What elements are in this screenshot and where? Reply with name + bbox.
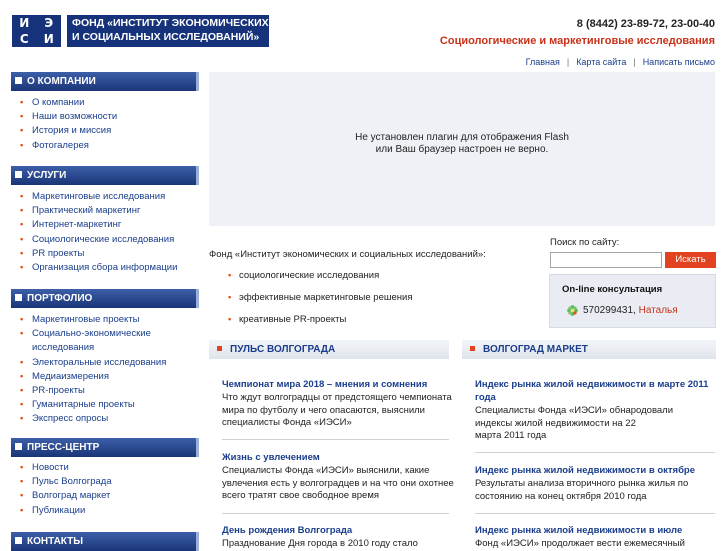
news-body-line: мира по футболу и чего опасаются, выяснили — [222, 404, 425, 416]
news-body-line: марта 2011 года — [475, 430, 547, 441]
sidebar-item-history[interactable]: • История и миссия — [20, 124, 200, 138]
sidebar-list-portfolio — [20, 313, 200, 427]
news-title[interactable] — [475, 464, 695, 477]
news-body — [475, 478, 688, 503]
search-input[interactable] — [550, 252, 662, 268]
news-title-line: Индекс рынка жилой недвижимости в июле — [475, 525, 683, 536]
news-title-line: года — [475, 392, 496, 403]
news-body-line: Что ждут волгоградцы от предстоящего чемпионата — [222, 392, 452, 403]
sidebar-list-press — [20, 461, 200, 518]
tagline: Социологические и маркетинговые исследования — [439, 35, 715, 47]
nav-separator: | — [633, 57, 636, 67]
intro-item: • креативные PR-проекты — [228, 314, 346, 325]
sidebar-item-practical-marketing[interactable]: • Практический маркетинг — [20, 204, 200, 218]
intro-text: Фонд «Институт экономических и социальных исследований»: — [209, 249, 486, 260]
news-body — [222, 465, 454, 503]
sidebar-item-market[interactable]: • Волгоград маркет — [20, 489, 200, 503]
sidebar-item-gallery[interactable]: • Фотогалерея — [20, 139, 200, 153]
news-body-line: Результаты анализа вторичного рынка жилья по — [475, 478, 689, 489]
news-body-line: индексы жилой недвижимости на 22 — [475, 417, 636, 429]
sidebar-section-services[interactable] — [11, 166, 199, 185]
sidebar-item-about[interactable]: • О компании — [20, 96, 200, 110]
sidebar-section-portfolio[interactable] — [11, 289, 199, 308]
news-divider — [475, 513, 715, 514]
org-name-line1: ФОНД «ИНСТИТУТ ЭКОНОМИЧЕСКИХ — [72, 17, 269, 29]
sidebar-list-company — [20, 96, 200, 153]
org-name-line2: И СОЦИАЛЬНЫХ ИССЛЕДОВАНИЙ» — [72, 31, 260, 43]
consultation-contact — [583, 305, 678, 316]
section-bullet-icon — [15, 77, 22, 84]
news-section-title: ПУЛЬС ВОЛГОГРАДА — [230, 344, 336, 355]
news-body-line: увлечения есть у волгоградцев и на что они охотнее — [222, 477, 454, 489]
news-title[interactable]: Чемпионат мира 2018 – мнения и сомнения — [222, 379, 428, 390]
sidebar-section-title: КОНТАКТЫ — [27, 536, 84, 547]
news-divider — [222, 513, 449, 514]
intro-item: • социологические исследования — [228, 270, 379, 281]
consultation-title: On-line консультация — [562, 284, 663, 295]
sidebar-section-title: О КОМПАНИИ — [27, 76, 96, 87]
news-title[interactable] — [475, 378, 708, 404]
news-body — [222, 392, 452, 430]
flash-message-line1: Не установлен плагин для отображения Flash — [355, 132, 569, 143]
sidebar-item-publications[interactable]: • Публикации — [20, 504, 200, 518]
sidebar-item-capabilities[interactable]: • Наши возможности — [20, 110, 200, 124]
sidebar-section-company[interactable] — [11, 72, 199, 91]
intro-item: • эффективные маркетинговые решения — [228, 292, 412, 303]
logo-letter: И — [43, 32, 54, 46]
consultant-name[interactable]: Наталья — [638, 305, 678, 316]
nav-sitemap-link[interactable]: Карта сайта — [576, 57, 627, 67]
section-bullet-icon — [15, 537, 22, 544]
sidebar-section-title: ПРЕСС-ЦЕНТР — [27, 442, 100, 453]
icq-flower-icon[interactable] — [567, 305, 578, 316]
news-body-line: Специалисты Фонда «ИЭСИ» обнародовали — [475, 405, 674, 416]
sidebar-item-socioeconomic[interactable]: • Социально-экономические — [20, 327, 200, 341]
sidebar-section-title: ПОРТФОЛИО — [27, 293, 93, 304]
search-button[interactable]: Искать — [665, 252, 716, 268]
sidebar-item-internet-marketing[interactable]: • Интернет-маркетинг — [20, 218, 200, 232]
news-body — [475, 405, 673, 443]
nav-write-letter-link[interactable]: Написать письмо — [642, 57, 715, 67]
news-body-line: Празднование Дня города в 2010 году стало — [222, 538, 418, 549]
sidebar-item-data-collection[interactable]: • Организация сбора информации — [20, 261, 200, 275]
logo[interactable] — [12, 15, 61, 47]
sidebar-section-press[interactable] — [11, 438, 199, 457]
news-section-pulse[interactable] — [209, 340, 449, 359]
section-bullet-icon — [15, 443, 22, 450]
flash-message-line2: или Ваш браузер настроен не верно. — [375, 144, 549, 155]
sidebar-list-services — [20, 190, 200, 275]
search-label: Поиск по сайту: — [550, 237, 620, 248]
sidebar-item-pr[interactable]: • PR-проекты — [20, 384, 200, 398]
news-body-line: Специалисты Фонда «ИЭСИ» выяснили, какие — [222, 465, 430, 476]
news-divider — [475, 452, 715, 453]
sidebar-item-marketing-projects[interactable]: • Маркетинговые проекты — [20, 313, 200, 327]
sidebar-item-humanitarian[interactable]: • Гуманитарные проекты — [20, 398, 200, 412]
sidebar-item-media[interactable]: • Медиаизмерения — [20, 370, 200, 384]
sidebar-item-electoral[interactable]: • Электоральные исследования — [20, 356, 200, 370]
news-body-line: Фонд «ИЭСИ» продолжает вести ежемесячный — [475, 538, 685, 549]
phone-number: 8 (8442) 23-89-72, 23-00-40 — [576, 18, 715, 30]
flash-banner — [209, 72, 715, 226]
news-title-line: Индекс рынка жилой недвижимости в марте 2011 — [475, 379, 709, 390]
news-section-title: ВОЛГОГРАД МАРКЕТ — [483, 344, 588, 355]
org-name — [67, 15, 269, 47]
sidebar-item-marketing-research[interactable]: • Маркетинговые исследования — [20, 190, 200, 204]
news-title[interactable]: День рождения Волгограда — [222, 525, 353, 536]
sidebar-section-contacts[interactable] — [11, 532, 199, 551]
nav-separator: | — [566, 57, 570, 67]
nav-home-link[interactable]: Главная — [525, 57, 560, 67]
news-body — [222, 538, 418, 551]
news-body-line: всего тратят свое свободное время — [222, 490, 380, 501]
section-marker-icon — [217, 346, 222, 351]
sidebar-item-sociological-research[interactable]: • Социологические исследования — [20, 233, 200, 247]
section-bullet-icon — [15, 294, 22, 301]
news-divider — [222, 439, 449, 440]
news-section-market[interactable] — [462, 340, 716, 359]
sidebar-section-title: УСЛУГИ — [27, 170, 67, 181]
flash-message — [209, 132, 715, 156]
news-body-line: специалисты Фонда «ИЭСИ» — [222, 417, 352, 428]
section-bullet-icon — [15, 171, 22, 178]
logo-letter: Э — [44, 16, 54, 30]
sidebar-item-socioeconomic-cont[interactable]: исследования — [32, 342, 95, 354]
icq-number[interactable]: 570299431, — [583, 305, 639, 316]
sidebar-item-news[interactable]: • Новости — [20, 461, 200, 475]
section-marker-icon — [470, 346, 475, 351]
logo-letter: И — [19, 16, 30, 30]
news-title[interactable]: Жизнь с увлечением — [222, 452, 320, 463]
logo-letter: С — [19, 32, 29, 46]
top-nav — [526, 57, 715, 67]
news-body-line: состоянию на конец октября 2010 года — [475, 490, 647, 502]
news-title-line: Индекс рынка жилой недвижимости в октябре — [475, 465, 696, 476]
news-title[interactable] — [475, 524, 682, 537]
sidebar-item-pr-projects[interactable]: • PR проекты — [20, 247, 200, 261]
online-consultation-box — [549, 274, 716, 328]
sidebar-item-pulse[interactable]: • Пульс Волгограда — [20, 475, 200, 489]
sidebar-item-express-polls[interactable]: • Экспресс опросы — [20, 412, 200, 426]
news-body — [475, 538, 685, 551]
